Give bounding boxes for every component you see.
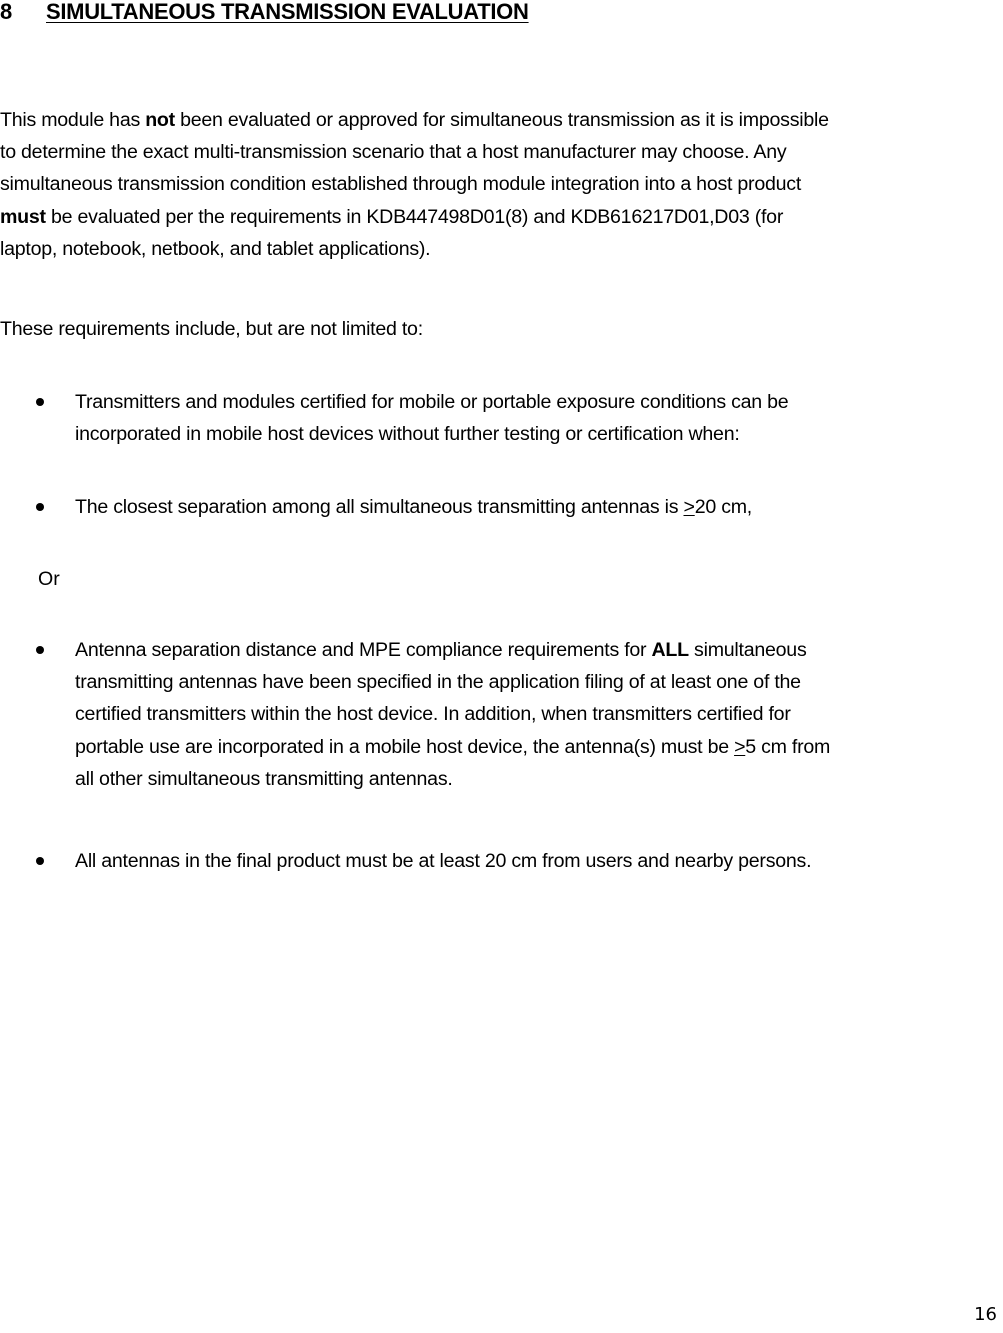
bullet-text: The closest separation among all simultaneous transmitting antennas is [75,496,684,518]
bullet-text: Antenna separation distance and MPE compliance requirements for [75,639,652,661]
intro-text: This module has [0,109,146,131]
bullet-3-line-1 [75,634,1000,666]
bullet-text: 20 cm, [694,496,753,518]
bullet-text: simultaneous [688,639,807,661]
intro-line-1 [0,104,1000,136]
page-number: 16 [974,1304,997,1325]
emphasis-must: must [0,205,46,228]
emphasis-all: ALL [651,639,689,661]
bullet-item-1 [75,386,1000,450]
bullet-item-4 [75,845,1000,877]
intro-line-5: laptop, notebook, netbook, and tablet applications). [0,237,431,260]
bullet-dot-icon [36,857,44,865]
section-title: SIMULTANEOUS TRANSMISSION EVALUATION [46,0,529,24]
bullet-1-line-2: incorporated in mobile host devices without further testing or certification when: [75,423,740,446]
bullet-2-line-1 [75,491,1000,523]
bullet-3-line-3: certified transmitters within the host device. In addition, when transmitters certified for [75,703,791,726]
intro-line-3: simultaneous transmission condition established through module integration into a host product [0,173,802,196]
bullet-3-line-5: all other simultaneous transmitting antennas. [75,767,453,790]
section-heading [0,0,529,28]
intro-line-4 [0,201,1000,233]
bullet-dot-icon [36,398,44,406]
intro-text: be evaluated per the requirements in KDB447498D01(8) and KDB616217D01,D03 (for [45,205,784,228]
bullet-3-line-4 [75,731,1000,763]
intro-line-2: to determine the exact multi-transmission scenario that a host manufacturer may choose. Any [0,141,787,164]
bullet-dot-icon [36,503,44,511]
bullet-item-3 [75,634,1000,795]
bullet-3-line-2: transmitting antennas have been specified in the application filing of at least one of the [75,671,801,694]
intro-text: been evaluated or approved for simultaneous transmission as it is impossible [174,109,829,131]
bullet-item-2 [75,491,1000,523]
or-separator: Or [38,568,60,590]
bullet-4-line-1: All antennas in the final product must be at least 20 cm from users and nearby persons. [75,850,812,872]
bullet-text: 5 cm from [745,735,831,758]
greater-equal-symbol: > [734,735,746,758]
greater-equal-symbol: > [683,496,695,518]
bullet-dot-icon [36,646,44,654]
intro-paragraph [0,104,1000,265]
bullet-1-line-1: Transmitters and modules certified for mobile or portable exposure conditions can be [75,391,789,413]
emphasis-not: not [145,109,175,131]
requirements-intro: These requirements include, but are not limited to: [0,318,423,340]
bullet-text: portable use are incorporated in a mobile host device, the antenna(s) must be [75,735,735,758]
section-number: 8 [0,0,12,24]
